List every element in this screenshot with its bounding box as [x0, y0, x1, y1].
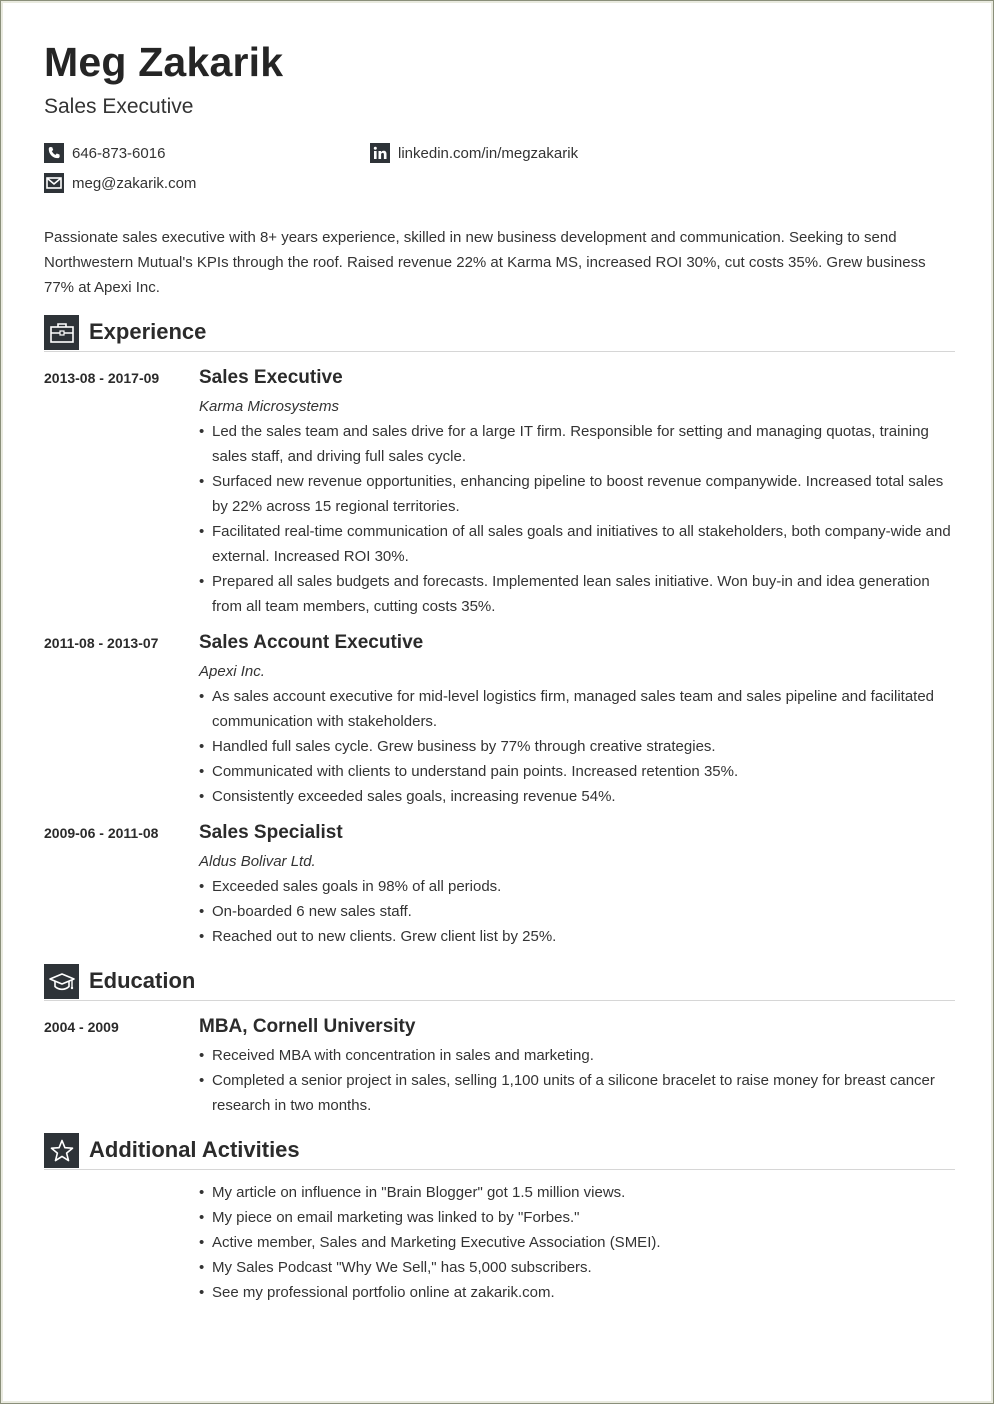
job-bullets	[199, 419, 955, 619]
activities-heading: Additional Activities	[89, 1137, 300, 1162]
list-item: • Reached out to new clients. Grew client list by 25%.	[199, 924, 955, 949]
candidate-title: Sales Executive	[44, 95, 194, 118]
list-item: • Handled full sales cycle. Grew business by 77% through creative strategies.	[199, 734, 955, 759]
job-dates: 2009-06 - 2011-08	[44, 825, 159, 841]
job-role: Sales Account Executive	[199, 632, 424, 653]
list-item: • On-boarded 6 new sales staff.	[199, 899, 955, 924]
list-item: • My article on influence in "Brain Blogger" got 1.5 million views.	[199, 1180, 955, 1205]
briefcase-icon	[44, 315, 79, 350]
experience-section-header	[44, 315, 955, 352]
activities-bullets	[199, 1180, 955, 1305]
candidate-name: Meg Zakarik	[44, 39, 284, 85]
education-degree: MBA, Cornell University	[199, 1016, 416, 1037]
graduation-cap-icon	[44, 964, 79, 999]
list-item: • Prepared all sales budgets and forecasts. Implemented lean sales initiative. Won buy-in and idea generation from all team members, cutting costs 35%.	[199, 569, 955, 619]
contact-linkedin	[370, 143, 578, 163]
list-item: • Consistently exceeded sales goals, increasing revenue 54%.	[199, 784, 955, 809]
list-item: • My piece on email marketing was linked to by "Forbes."	[199, 1205, 955, 1230]
linkedin-url[interactable]: linkedin.com/in/megzakarik	[398, 144, 579, 162]
job-role: Sales Executive	[199, 367, 343, 388]
phone-icon	[44, 143, 64, 163]
job-bullets	[199, 874, 955, 949]
contact-email	[44, 173, 196, 193]
list-item: • My Sales Podcast "Why We Sell," has 5,000 subscribers.	[199, 1255, 955, 1280]
list-item: • Exceeded sales goals in 98% of all periods.	[199, 874, 955, 899]
job-company: Aldus Bolivar Ltd.	[199, 853, 316, 870]
list-item: • Active member, Sales and Marketing Executive Association (SMEI).	[199, 1230, 955, 1255]
education-dates: 2004 - 2009	[44, 1019, 119, 1035]
education-heading: Education	[89, 968, 196, 993]
activities-section-header	[44, 1133, 955, 1170]
list-item: • Surfaced new revenue opportunities, enhancing pipeline to boost revenue companywide. Increased total sales by 22% across 15 regional territories.	[199, 469, 955, 519]
job-dates: 2011-08 - 2013-07	[44, 635, 159, 651]
phone-number: 646-873-6016	[72, 144, 166, 162]
profile-summary: Passionate sales executive with 8+ years experience, skilled in new business development and communication. Seeking to send Northwestern Mutual's KPIs through the roof. Raised revenue 22% at Karma MS, increased ROI 30%, cut costs 35%. Grew business 77% at Apexi Inc.	[44, 229, 926, 296]
list-item: • As sales account executive for mid-level logistics firm, managed sales team and sales pipeline and facilitated communication with stakeholders.	[199, 684, 955, 734]
star-icon	[44, 1133, 79, 1168]
linkedin-icon	[370, 143, 390, 163]
job-bullets	[199, 684, 955, 809]
job-company: Apexi Inc.	[199, 663, 265, 680]
contact-phone	[44, 143, 165, 163]
list-item: • Facilitated real-time communication of all sales goals and initiatives to all stakeholders, both company-wide and external. Increased ROI 30%.	[199, 519, 955, 569]
list-item: • See my professional portfolio online at zakarik.com.	[199, 1280, 955, 1305]
education-section-header	[44, 964, 955, 1001]
email-icon	[44, 173, 64, 193]
list-item: • Communicated with clients to understand pain points. Increased retention 35%.	[199, 759, 955, 784]
education-bullets	[199, 1043, 955, 1118]
list-item: • Completed a senior project in sales, selling 1,100 units of a silicone bracelet to raise money for breast cancer research in two months.	[199, 1068, 955, 1118]
email-address[interactable]: meg@zakarik.com	[72, 174, 197, 192]
job-company: Karma Microsystems	[199, 398, 340, 415]
experience-heading: Experience	[89, 319, 207, 344]
list-item: • Received MBA with concentration in sales and marketing.	[199, 1043, 955, 1068]
job-dates: 2013-08 - 2017-09	[44, 370, 160, 386]
job-role: Sales Specialist	[199, 822, 343, 843]
list-item: • Led the sales team and sales drive for a large IT firm. Responsible for setting and managing quotas, training sales staff, and driving full sales cycle.	[199, 419, 955, 469]
